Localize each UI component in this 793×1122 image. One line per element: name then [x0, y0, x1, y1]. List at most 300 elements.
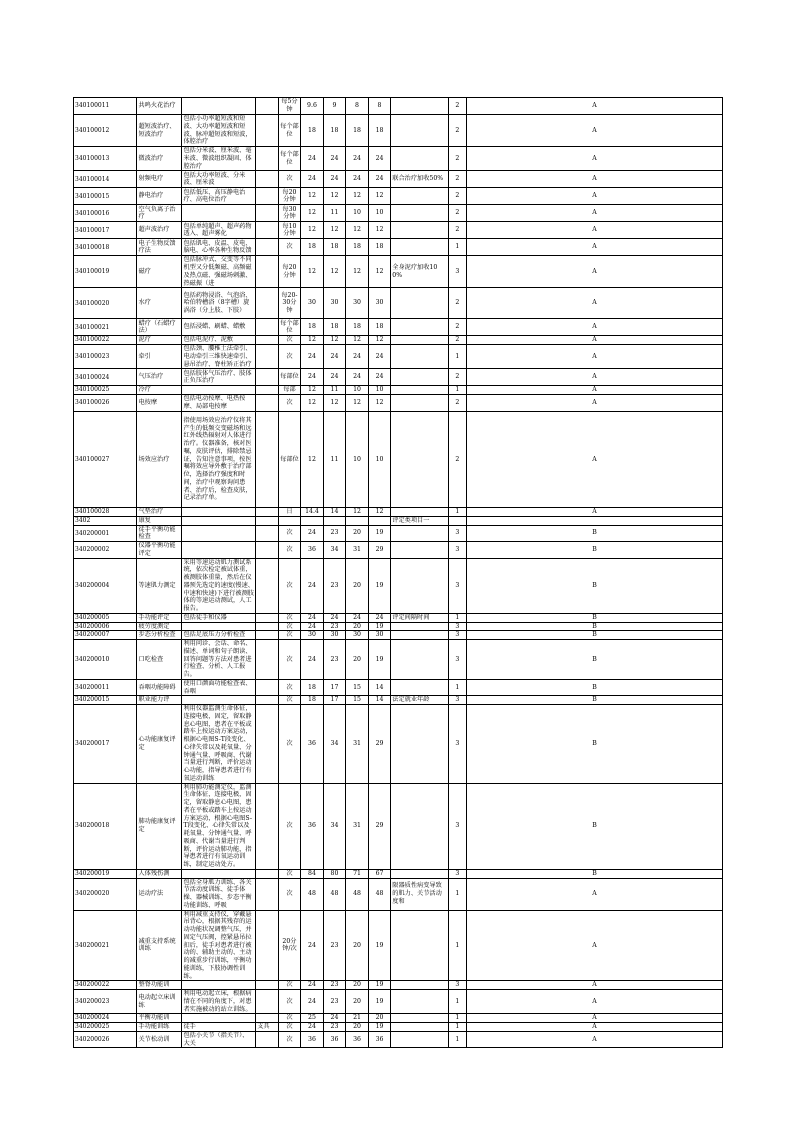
code-cell: 340200023 [74, 990, 137, 1014]
price-2-cell: 23 [323, 622, 346, 631]
price-2-cell: 23 [323, 990, 346, 1014]
price-4-cell: 8 [368, 98, 391, 115]
price-2-cell: 18 [323, 115, 346, 147]
content-cell: 包括足底压力分析检查 [182, 631, 256, 640]
note-cell [391, 395, 448, 412]
unit-cell: 次 [278, 171, 301, 188]
name-cell: 职业能力评 [137, 696, 182, 705]
note-cell [391, 508, 448, 517]
price-4-cell: 30 [368, 288, 391, 319]
content-cell: 包括大功率短波、分米波、厘米波 [182, 171, 256, 188]
price-1-cell: 24 [301, 613, 324, 622]
name-cell: 减重支持系统训练 [137, 910, 182, 981]
class-cell: 3 [448, 696, 466, 705]
note-cell [391, 1023, 448, 1032]
class-cell: 2 [448, 147, 466, 171]
content-cell [182, 542, 256, 559]
price-3-cell: 36 [346, 1031, 369, 1048]
class-cell: 1 [448, 613, 466, 622]
exclusion-cell [256, 386, 279, 395]
price-3-cell: 71 [346, 869, 369, 878]
code-cell: 340100023 [74, 345, 137, 369]
exclusion-cell [256, 412, 279, 508]
price-2-cell: 12 [323, 188, 346, 205]
price-1-cell: 24 [301, 558, 324, 613]
exclusion-cell [256, 319, 279, 336]
unit-cell: 次 [278, 981, 301, 990]
code-cell: 340200011 [74, 679, 137, 696]
name-cell: 电动起立床训练 [137, 990, 182, 1014]
class-cell: 2 [448, 222, 466, 239]
category-cell: B [467, 705, 723, 784]
class-cell: 2 [448, 115, 466, 147]
price-2-cell: 23 [323, 981, 346, 990]
note-cell [391, 288, 448, 319]
content-cell [182, 981, 256, 990]
class-cell: 3 [448, 631, 466, 640]
price-4-cell: 19 [368, 640, 391, 680]
price-4-cell: 19 [368, 910, 391, 981]
price-3-cell: 12 [346, 336, 369, 345]
price-2-cell: 24 [323, 171, 346, 188]
price-4-cell: 18 [368, 319, 391, 336]
price-3-cell: 30 [346, 288, 369, 319]
category-cell [467, 516, 723, 525]
category-cell: A [467, 1014, 723, 1023]
note-cell [391, 345, 448, 369]
note-cell [391, 188, 448, 205]
name-cell: 关节松动训 [137, 1031, 182, 1048]
code-cell: 340100022 [74, 336, 137, 345]
price-4-cell: 19 [368, 622, 391, 631]
content-cell: 包括脉冲式、交变等不同机型又分低频磁、高频磁及热点磁、强磁场刺激、热磁振（进 [182, 256, 256, 288]
price-2-cell: 36 [323, 1031, 346, 1048]
price-3-cell: 12 [346, 508, 369, 517]
name-cell: 康复 [137, 516, 182, 525]
unit-cell: 次 [278, 705, 301, 784]
class-cell: 2 [448, 336, 466, 345]
table-row [74, 319, 723, 336]
class-cell: 1 [448, 679, 466, 696]
unit-cell: 每30分钟 [278, 205, 301, 222]
price-3-cell: 20 [346, 525, 369, 542]
class-cell: 3 [448, 981, 466, 990]
category-cell: A [467, 222, 723, 239]
price-1-cell: 36 [301, 705, 324, 784]
name-cell: 静电治疗 [137, 188, 182, 205]
category-cell: A [467, 288, 723, 319]
code-cell: 340100016 [74, 205, 137, 222]
category-cell: B [467, 613, 723, 622]
class-cell: 1 [448, 345, 466, 369]
code-cell: 340100020 [74, 288, 137, 319]
name-cell: 超声波治疗 [137, 222, 182, 239]
code-cell: 340200017 [74, 705, 137, 784]
code-cell: 340100017 [74, 222, 137, 239]
unit-cell: 次 [278, 525, 301, 542]
note-cell [391, 1014, 448, 1023]
name-cell: 手功能训练 [137, 1023, 182, 1032]
table-row [74, 508, 723, 517]
table-row [74, 222, 723, 239]
price-2-cell: 14 [323, 508, 346, 517]
category-cell: A [467, 98, 723, 115]
category-cell: A [467, 319, 723, 336]
exclusion-cell [256, 640, 279, 680]
name-cell: 手功能评定 [137, 613, 182, 622]
unit-cell: 次 [278, 395, 301, 412]
name-cell: 牵引 [137, 345, 182, 369]
content-cell [182, 1014, 256, 1023]
note-cell [391, 147, 448, 171]
note-cell [391, 319, 448, 336]
unit-cell: 每个部位 [278, 147, 301, 171]
price-2-cell: 34 [323, 542, 346, 559]
price-2-cell: 12 [323, 222, 346, 239]
note-cell [391, 869, 448, 878]
exclusion-cell [256, 990, 279, 1014]
category-cell: A [467, 1031, 723, 1048]
price-1-cell [301, 516, 324, 525]
price-1-cell: 24 [301, 369, 324, 386]
unit-cell: 次 [278, 1014, 301, 1023]
price-4-cell: 14 [368, 679, 391, 696]
name-cell: 电子生物反馈疗法 [137, 239, 182, 256]
unit-cell: 次 [278, 869, 301, 878]
price-3-cell: 24 [346, 345, 369, 369]
code-cell: 340200010 [74, 640, 137, 680]
class-cell: 1 [448, 386, 466, 395]
name-cell: 心功能康复评定 [137, 705, 182, 784]
class-cell: 2 [448, 395, 466, 412]
class-cell: 2 [448, 205, 466, 222]
price-1-cell: 12 [301, 205, 324, 222]
unit-cell: 次 [278, 1031, 301, 1048]
note-cell [391, 412, 448, 508]
code-cell: 340100021 [74, 319, 137, 336]
exclusion-cell [256, 171, 279, 188]
price-2-cell: 12 [323, 395, 346, 412]
table-row [74, 256, 723, 288]
price-1-cell: 36 [301, 542, 324, 559]
price-1-cell: 24 [301, 990, 324, 1014]
price-3-cell: 12 [346, 256, 369, 288]
table-row [74, 622, 723, 631]
content-cell: 采用等速运动肌力测试系统，依次检定被试体重，被测肢体重量，然后在仪器预先选定的速度(慢速、中速和快速)下进行被测肢体的等速运动测试，人工报告。 [183, 558, 254, 612]
class-cell: 1 [448, 1014, 466, 1023]
category-cell: B [467, 640, 723, 680]
unit-cell: 次 [278, 640, 301, 680]
category-cell: B [467, 679, 723, 696]
code-cell: 340100018 [74, 239, 137, 256]
note-cell [391, 336, 448, 345]
price-2-cell: 30 [323, 288, 346, 319]
price-1-cell: 14.4 [301, 508, 324, 517]
table-row [74, 990, 723, 1014]
table-row [74, 336, 723, 345]
exclusion-cell [256, 705, 279, 784]
code-cell: 340100014 [74, 171, 137, 188]
price-4-cell: 24 [368, 171, 391, 188]
category-cell: B [467, 542, 723, 559]
table-row [74, 696, 723, 705]
category-cell: A [467, 910, 723, 981]
price-1-cell: 24 [301, 525, 324, 542]
content-cell [182, 386, 256, 395]
note-cell [391, 525, 448, 542]
price-4-cell: 10 [368, 205, 391, 222]
exclusion-cell [256, 188, 279, 205]
exclusion-cell [256, 910, 279, 981]
table-row [74, 878, 723, 910]
price-3-cell: 31 [346, 542, 369, 559]
class-cell: 3 [448, 783, 466, 869]
exclusion-cell [256, 783, 279, 869]
class-cell: 1 [448, 239, 466, 256]
price-3-cell: 30 [346, 631, 369, 640]
category-cell: B [467, 631, 723, 640]
exclusion-cell [256, 222, 279, 239]
name-cell: 冷疗 [137, 386, 182, 395]
price-3-cell: 12 [346, 188, 369, 205]
content-cell: 利用电动起立床，根据病情在不同的角度下，对患者实施被动的站立训练。 [182, 990, 256, 1014]
unit-cell: 次 [278, 345, 301, 369]
exclusion-cell [256, 679, 279, 696]
price-1-cell: 24 [301, 345, 324, 369]
table-row [74, 239, 723, 256]
table-body [74, 98, 723, 1048]
class-cell: 3 [448, 705, 466, 784]
price-4-cell: 24 [368, 613, 391, 622]
content-cell: 包括小关节（指关节）、大关 [182, 1031, 256, 1048]
note-cell [391, 981, 448, 990]
code-cell: 340200026 [74, 1031, 137, 1048]
code-cell: 340100011 [74, 98, 137, 115]
fee-schedule-table [73, 97, 723, 1048]
code-cell: 340200021 [74, 910, 137, 981]
content-cell: 包括低压、高压静电治疗、高电位治疗 [182, 188, 256, 205]
price-4-cell: 18 [368, 239, 391, 256]
code-cell: 340100013 [74, 147, 137, 171]
exclusion-cell [256, 395, 279, 412]
price-1-cell: 12 [301, 256, 324, 288]
unit-cell: 次 [278, 558, 301, 613]
table-row [74, 558, 723, 613]
table-row [74, 369, 723, 386]
name-cell: 仪器平衡功能评定 [137, 542, 182, 559]
category-cell: B [467, 525, 723, 542]
class-cell: 3 [448, 869, 466, 878]
code-cell: 340200005 [74, 613, 137, 622]
code-cell: 340100028 [74, 508, 137, 517]
price-3-cell: 12 [346, 222, 369, 239]
name-cell: 人体残伤测 [137, 869, 182, 878]
exclusion-cell [256, 345, 279, 369]
content-cell [182, 525, 256, 542]
price-1-cell: 12 [301, 188, 324, 205]
exclusion-cell [256, 696, 279, 705]
price-4-cell: 48 [368, 878, 391, 910]
price-2-cell: 30 [323, 631, 346, 640]
category-cell: A [467, 205, 723, 222]
price-2-cell: 11 [323, 412, 346, 508]
unit-cell: 次 [278, 696, 301, 705]
code-cell: 340200002 [74, 542, 137, 559]
table-row [74, 613, 723, 622]
content-cell [182, 205, 256, 222]
price-3-cell: 24 [346, 171, 369, 188]
unit-cell: 次 [278, 990, 301, 1014]
price-2-cell: 23 [323, 1023, 346, 1032]
price-1-cell: 24 [301, 981, 324, 990]
unit-cell: 日 [278, 508, 301, 517]
price-3-cell: 20 [346, 981, 369, 990]
content-cell: 包括分米波、厘米波、毫米波、微波组织凝固、体腔治疗 [182, 147, 256, 171]
class-cell: 1 [448, 508, 466, 517]
price-4-cell: 19 [368, 558, 391, 613]
code-cell: 340100027 [74, 412, 137, 508]
unit-cell: 次 [278, 783, 301, 869]
unit-cell [278, 516, 301, 525]
price-2-cell: 24 [323, 369, 346, 386]
code-cell: 340100012 [74, 115, 137, 147]
code-cell: 340100026 [74, 395, 137, 412]
category-cell: A [467, 369, 723, 386]
price-1-cell: 9.6 [301, 98, 324, 115]
price-1-cell: 36 [301, 1031, 324, 1048]
name-cell: 吞咽功能障碍 [137, 679, 182, 696]
unit-cell: 次 [278, 542, 301, 559]
price-4-cell: 19 [368, 981, 391, 990]
price-4-cell: 19 [368, 990, 391, 1014]
note-cell [391, 640, 448, 680]
content-cell: 包括小功率超短波和短波、大功率超短波和短波、脉冲超短波和短波，体腔治疗 [182, 115, 256, 147]
price-2-cell: 24 [323, 147, 346, 171]
table-row [74, 386, 723, 395]
name-cell: 等速肌力测定 [137, 558, 182, 613]
class-cell: 2 [448, 412, 466, 508]
class-cell: 1 [448, 990, 466, 1014]
note-cell: 评定间隔时间 [391, 613, 448, 622]
table-row [74, 345, 723, 369]
unit-cell: 每10分钟 [278, 222, 301, 239]
note-cell [391, 386, 448, 395]
unit-cell: 次 [278, 239, 301, 256]
price-3-cell: 24 [346, 147, 369, 171]
class-cell: 3 [448, 558, 466, 613]
note-cell: 联合治疗加收50% [391, 171, 448, 188]
name-cell: 射频电疗 [137, 171, 182, 188]
price-4-cell: 20 [368, 1014, 391, 1023]
category-cell: A [467, 395, 723, 412]
table-row [74, 205, 723, 222]
exclusion-cell [256, 205, 279, 222]
price-3-cell: 15 [346, 696, 369, 705]
content-cell: 包括颈、腰椎土法牵引、电动牵引三维快速牵引、悬吊治疗、脊柱矫正治疗 [182, 345, 256, 369]
unit-cell: 每5分钟 [278, 98, 301, 115]
code-cell: 340200020 [74, 878, 137, 910]
category-cell: A [467, 171, 723, 188]
price-1-cell: 48 [301, 878, 324, 910]
category-cell: A [467, 188, 723, 205]
price-3-cell: 31 [346, 783, 369, 869]
name-cell: 场效应治疗 [137, 412, 182, 508]
exclusion-cell [256, 981, 279, 990]
unit-cell: 每20分钟 [278, 188, 301, 205]
unit-cell: 每部位 [278, 369, 301, 386]
unit-cell: 每个部位 [280, 319, 299, 335]
unit-cell: 每20分钟 [278, 256, 301, 288]
price-3-cell: 18 [346, 115, 369, 147]
price-2-cell: 24 [323, 1014, 346, 1023]
note-cell [391, 990, 448, 1014]
code-cell: 340200018 [74, 783, 137, 869]
content-cell: 包括徒手和仪器 [182, 613, 256, 622]
price-3-cell: 21 [346, 1014, 369, 1023]
price-2-cell: 34 [323, 783, 346, 869]
price-1-cell: 18 [301, 679, 324, 696]
price-3-cell: 15 [346, 679, 369, 696]
note-cell [391, 239, 448, 256]
exclusion-cell [256, 878, 279, 910]
note-cell [391, 631, 448, 640]
name-cell: 空气负离子治疗 [137, 205, 182, 222]
exclusion-cell [256, 1014, 279, 1023]
name-cell: 泥疗 [137, 336, 182, 345]
exclusion-cell [256, 256, 279, 288]
note-cell [391, 783, 448, 869]
price-3-cell: 20 [346, 990, 369, 1014]
class-cell: 1 [448, 1031, 466, 1048]
name-cell: 电按摩 [137, 395, 182, 412]
exclusion-cell [256, 336, 279, 345]
note-cell [391, 222, 448, 239]
table-row [74, 542, 723, 559]
exclusion-cell [256, 622, 279, 631]
category-cell: B [467, 869, 723, 878]
name-cell: 整脊功能训 [137, 981, 182, 990]
class-cell: 1 [448, 878, 466, 910]
price-2-cell: 18 [323, 239, 346, 256]
table-row [74, 171, 723, 188]
price-3-cell: 10 [346, 412, 369, 508]
code-cell: 340100024 [74, 369, 137, 386]
price-1-cell: 18 [301, 115, 324, 147]
price-2-cell: 9 [323, 98, 346, 115]
table-row [74, 288, 723, 319]
table-row [74, 869, 723, 878]
unit-cell: 次 [278, 1023, 301, 1032]
content-cell [182, 869, 256, 878]
price-2-cell: 17 [323, 679, 346, 696]
name-cell: 共鸣火花治疗 [137, 98, 182, 115]
category-cell: A [467, 508, 723, 517]
exclusion-cell [256, 613, 279, 622]
category-cell: A [467, 345, 723, 369]
note-cell [391, 705, 448, 784]
price-2-cell: 12 [323, 336, 346, 345]
price-2-cell: 23 [323, 525, 346, 542]
exclusion-cell [256, 631, 279, 640]
table-row [74, 188, 723, 205]
unit-cell: 每个部位 [278, 115, 301, 147]
content-cell: 包括单纯超声、超声药物透入、超声雾化 [182, 222, 256, 239]
table-row [74, 783, 723, 869]
price-4-cell: 10 [368, 386, 391, 395]
category-cell: A [467, 147, 723, 171]
unit-cell: 次 [278, 613, 301, 622]
price-4-cell: 67 [368, 869, 391, 878]
